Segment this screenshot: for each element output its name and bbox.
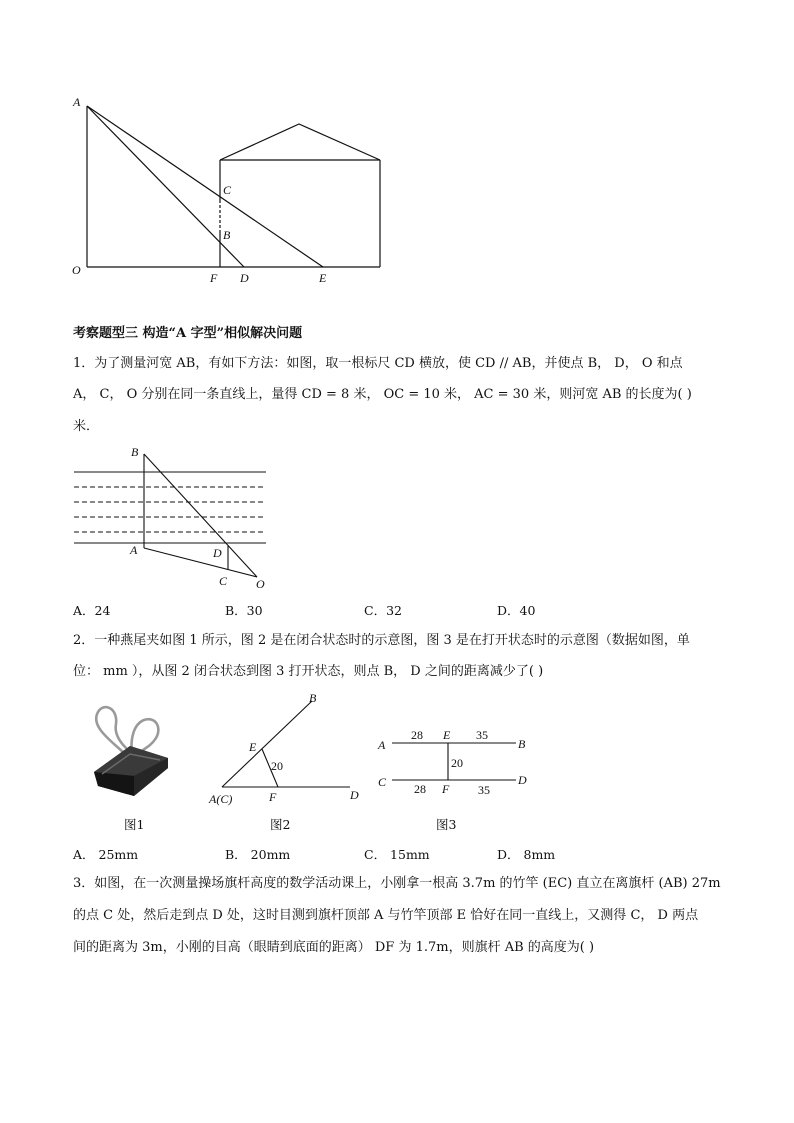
q3-line-1: 3．如图，在一次测量操场旗杆高度的数学活动课上，小刚拿一根高 3.7m 的竹竿 (EC) 直立在离旗杆 (AB) 27m: [73, 876, 721, 891]
q1-line-1: 1．为了测量河宽 AB，有如下方法：如图，取一根标尺 CD 横放，使 CD // AB，并使点 B， D， O 和点: [73, 356, 683, 371]
q1-river-figure: [70, 440, 280, 595]
label-F: F: [269, 790, 277, 804]
q2-figure-2: [205, 690, 370, 815]
caption-figure-1: 图1: [124, 817, 145, 832]
q1-line-2: A， C， O 分别在同一条直线上，量得 CD = 8 米， OC = 10 米， AC = 30 米，则河宽 AB 的长度为( ): [73, 387, 692, 402]
label-D: D: [213, 546, 222, 560]
label-D: D: [350, 788, 359, 802]
segment-AO: [144, 548, 257, 577]
label-35-bottom: 35: [478, 783, 490, 797]
label-28-top: 28: [411, 728, 423, 742]
label-O: O: [256, 577, 265, 591]
clip-wire-left: [96, 707, 126, 753]
q3-line-3: 间的距离为 3m，小刚的目高（眼睛到底面的距离） DF 为 1.7m，则旗杆 AB 的高度为( ): [73, 940, 595, 955]
q1-option-b: B．30: [225, 603, 263, 618]
label-E: E: [319, 271, 327, 285]
label-A: A: [130, 543, 138, 557]
label-35-top: 35: [476, 728, 488, 742]
binder-clip-photo: [72, 698, 174, 806]
label-F: F: [442, 782, 450, 796]
segment-AE: [87, 106, 323, 267]
top-geometry-figure: [60, 90, 400, 290]
label-D: D: [518, 773, 527, 787]
label-B: B: [309, 691, 317, 705]
label-20: 20: [271, 759, 283, 773]
q1-option-a: A．24: [73, 603, 111, 618]
q2-option-c: C． 15mm: [364, 847, 430, 862]
q2-line-1: 2．一种燕尾夹如图 1 所示，图 2 是在闭合状态时的示意图，图 3 是在打开状态时的示意图（数据如图，单: [73, 633, 690, 648]
q2-figure-3: [374, 722, 544, 802]
label-O: O: [72, 263, 81, 277]
section-title: 考察题型三 构造“A 字型”相似解决问题: [73, 326, 303, 341]
building-roof: [220, 124, 380, 160]
label-B: B: [131, 445, 139, 459]
label-B: B: [223, 228, 231, 242]
q2-line-2: 位： mm ），从图 2 闭合状态到图 3 打开状态，则点 B， D 之间的距离减少了( ): [73, 664, 544, 679]
q2-option-a: A． 25mm: [73, 847, 139, 862]
label-C: C: [223, 183, 232, 197]
label-A: A: [73, 95, 81, 109]
q3-line-2: 的点 C 处，然后走到点 D 处，这时目测到旗杆顶部 A 与竹竿顶部 E 恰好在同一直线上，又测得 C， D 两点: [73, 908, 699, 923]
label-C: C: [378, 775, 387, 789]
label-E: E: [443, 728, 451, 742]
caption-figure-2: 图2: [270, 817, 291, 832]
q2-option-b: B． 20mm: [225, 847, 291, 862]
caption-figure-3: 图3: [436, 817, 457, 832]
q1-line-3: 米．: [73, 419, 100, 434]
segment-AB: [222, 701, 312, 787]
label-AC: A(C): [209, 792, 233, 806]
clip-body: [94, 746, 168, 796]
label-D: D: [240, 271, 249, 285]
label-28-bottom: 28: [414, 782, 426, 796]
q1-option-c: C．32: [364, 603, 402, 618]
q1-option-d: D．40: [497, 603, 536, 618]
label-20: 20: [451, 756, 463, 770]
label-C: C: [219, 574, 228, 588]
label-A: A: [378, 738, 386, 752]
label-B: B: [518, 737, 526, 751]
label-E: E: [249, 740, 257, 754]
label-F: F: [210, 271, 218, 285]
q2-option-d: D． 8mm: [497, 847, 556, 862]
